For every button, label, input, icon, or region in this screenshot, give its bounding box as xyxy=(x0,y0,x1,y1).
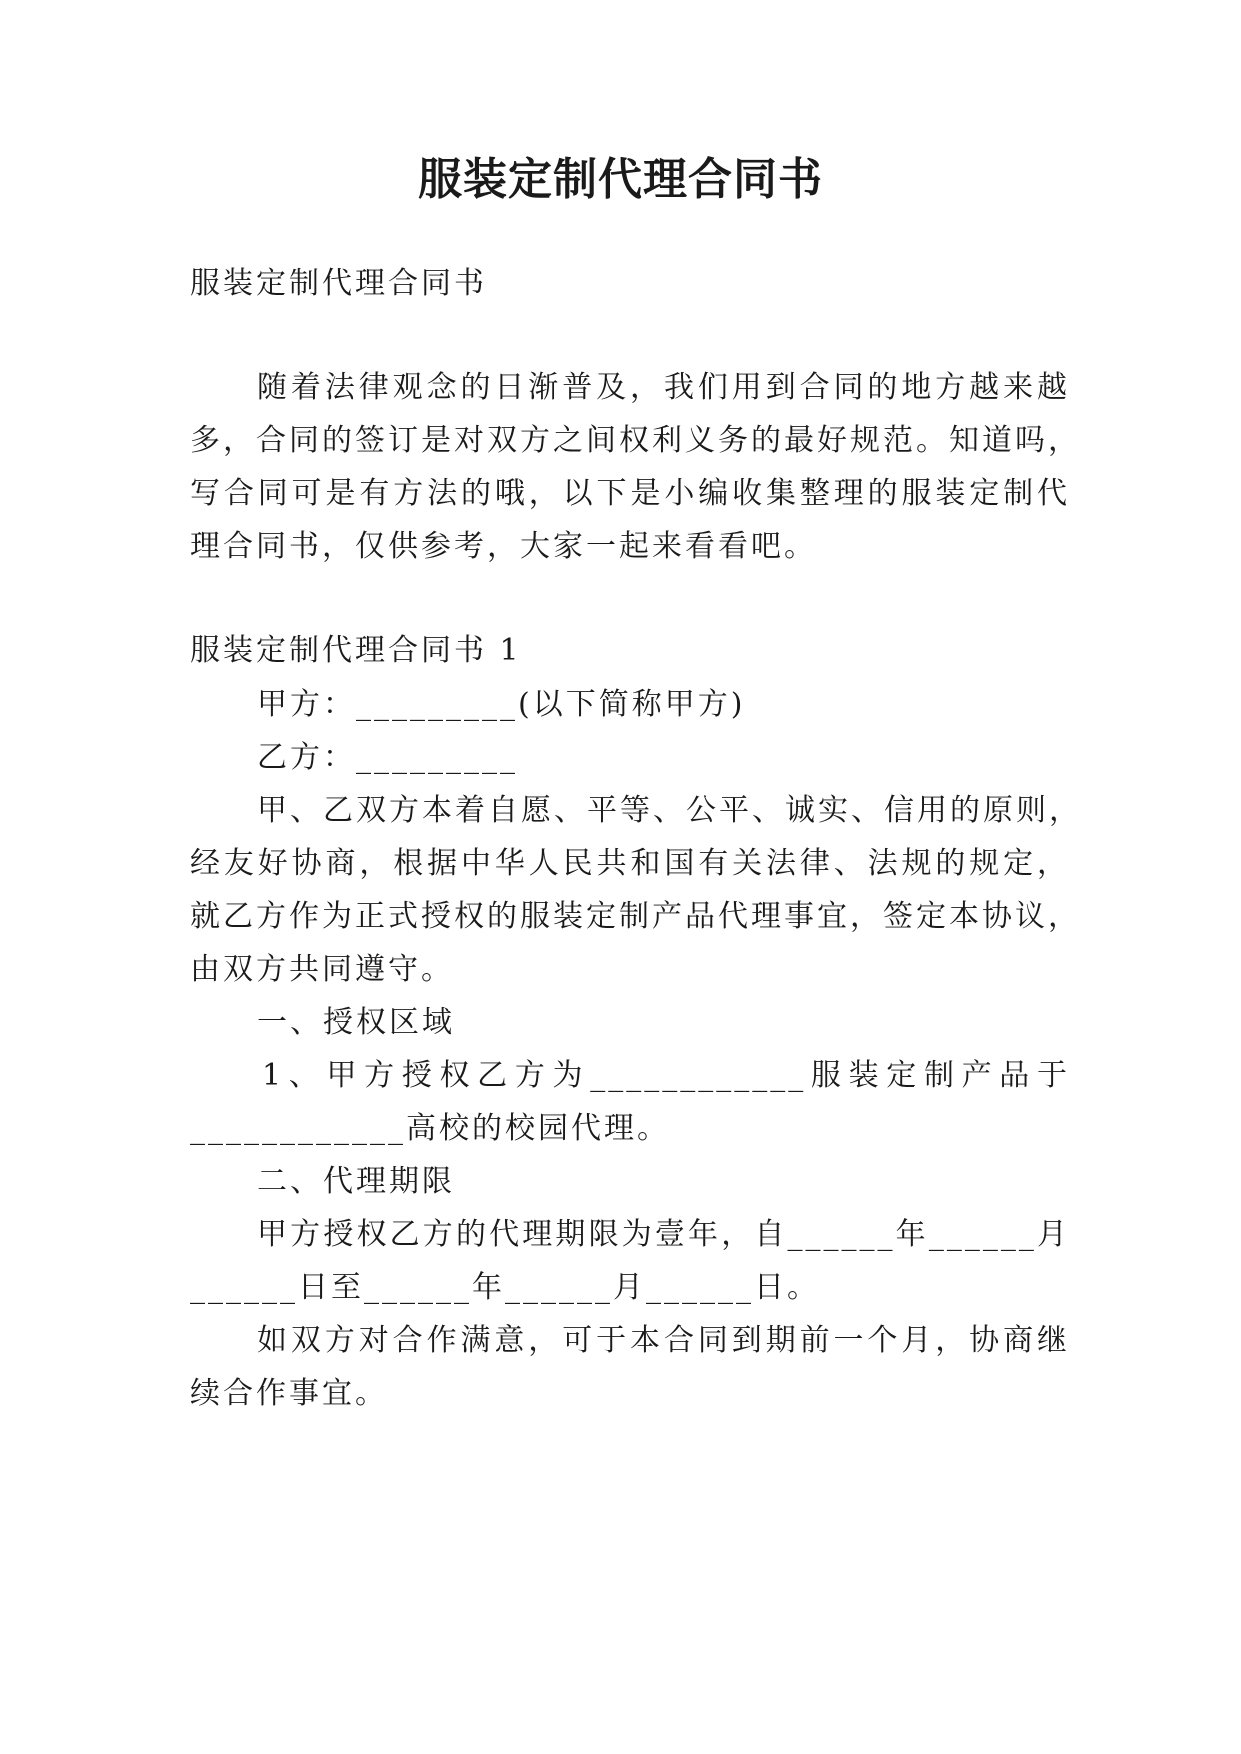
clause-1-heading: 一、授权区域 xyxy=(257,1005,455,1040)
clause-2-heading: 二、代理期限 xyxy=(257,1164,455,1199)
preamble-line-1: 甲、乙双方本着自愿、平等、公平、诚实、信用的原则， xyxy=(257,793,1082,828)
intro-line-1: 随着法律观念的日渐普及，我们用到合同的地方越来越 xyxy=(257,370,1070,405)
intro-line-4: 理合同书，仅供参考，大家一起来看看吧。 xyxy=(190,529,817,564)
renewal-line-1: 如双方对合作满意，可于本合同到期前一个月，协商继 xyxy=(257,1323,1070,1358)
preamble-line-3: 就乙方作为正式授权的服装定制产品代理事宜，签定本协议， xyxy=(190,899,1081,934)
intro-line-2: 多，合同的签订是对双方之间权利义务的最好规范。知道吗， xyxy=(190,423,1081,458)
party-b-line: 乙方：_________ xyxy=(257,740,518,775)
document-title: 服装定制代理合同书 xyxy=(418,154,823,205)
clause-1-line-1: 1、甲方授权乙方为____________服装定制产品于 xyxy=(262,1058,1070,1093)
clause-2-line-1: 甲方授权乙方的代理期限为壹年，自______年______月 xyxy=(257,1217,1070,1252)
preamble-line-4: 由双方共同遵守。 xyxy=(190,952,454,987)
renewal-line-2: 续合作事宜。 xyxy=(190,1376,388,1411)
intro-line-3: 写合同可是有方法的哦，以下是小编收集整理的服装定制代 xyxy=(190,476,1070,511)
clause-1-line-2: ____________高校的校园代理。 xyxy=(190,1111,670,1146)
preamble-line-2: 经友好协商，根据中华人民共和国有关法律、法规的规定， xyxy=(190,846,1070,881)
subtitle-line: 服装定制代理合同书 xyxy=(190,266,487,301)
section-heading: 服装定制代理合同书 1 xyxy=(190,633,522,668)
clause-2-line-2: ______日至______年______月______日。 xyxy=(190,1270,820,1305)
party-a-line: 甲方：_________(以下简称甲方) xyxy=(257,687,746,722)
